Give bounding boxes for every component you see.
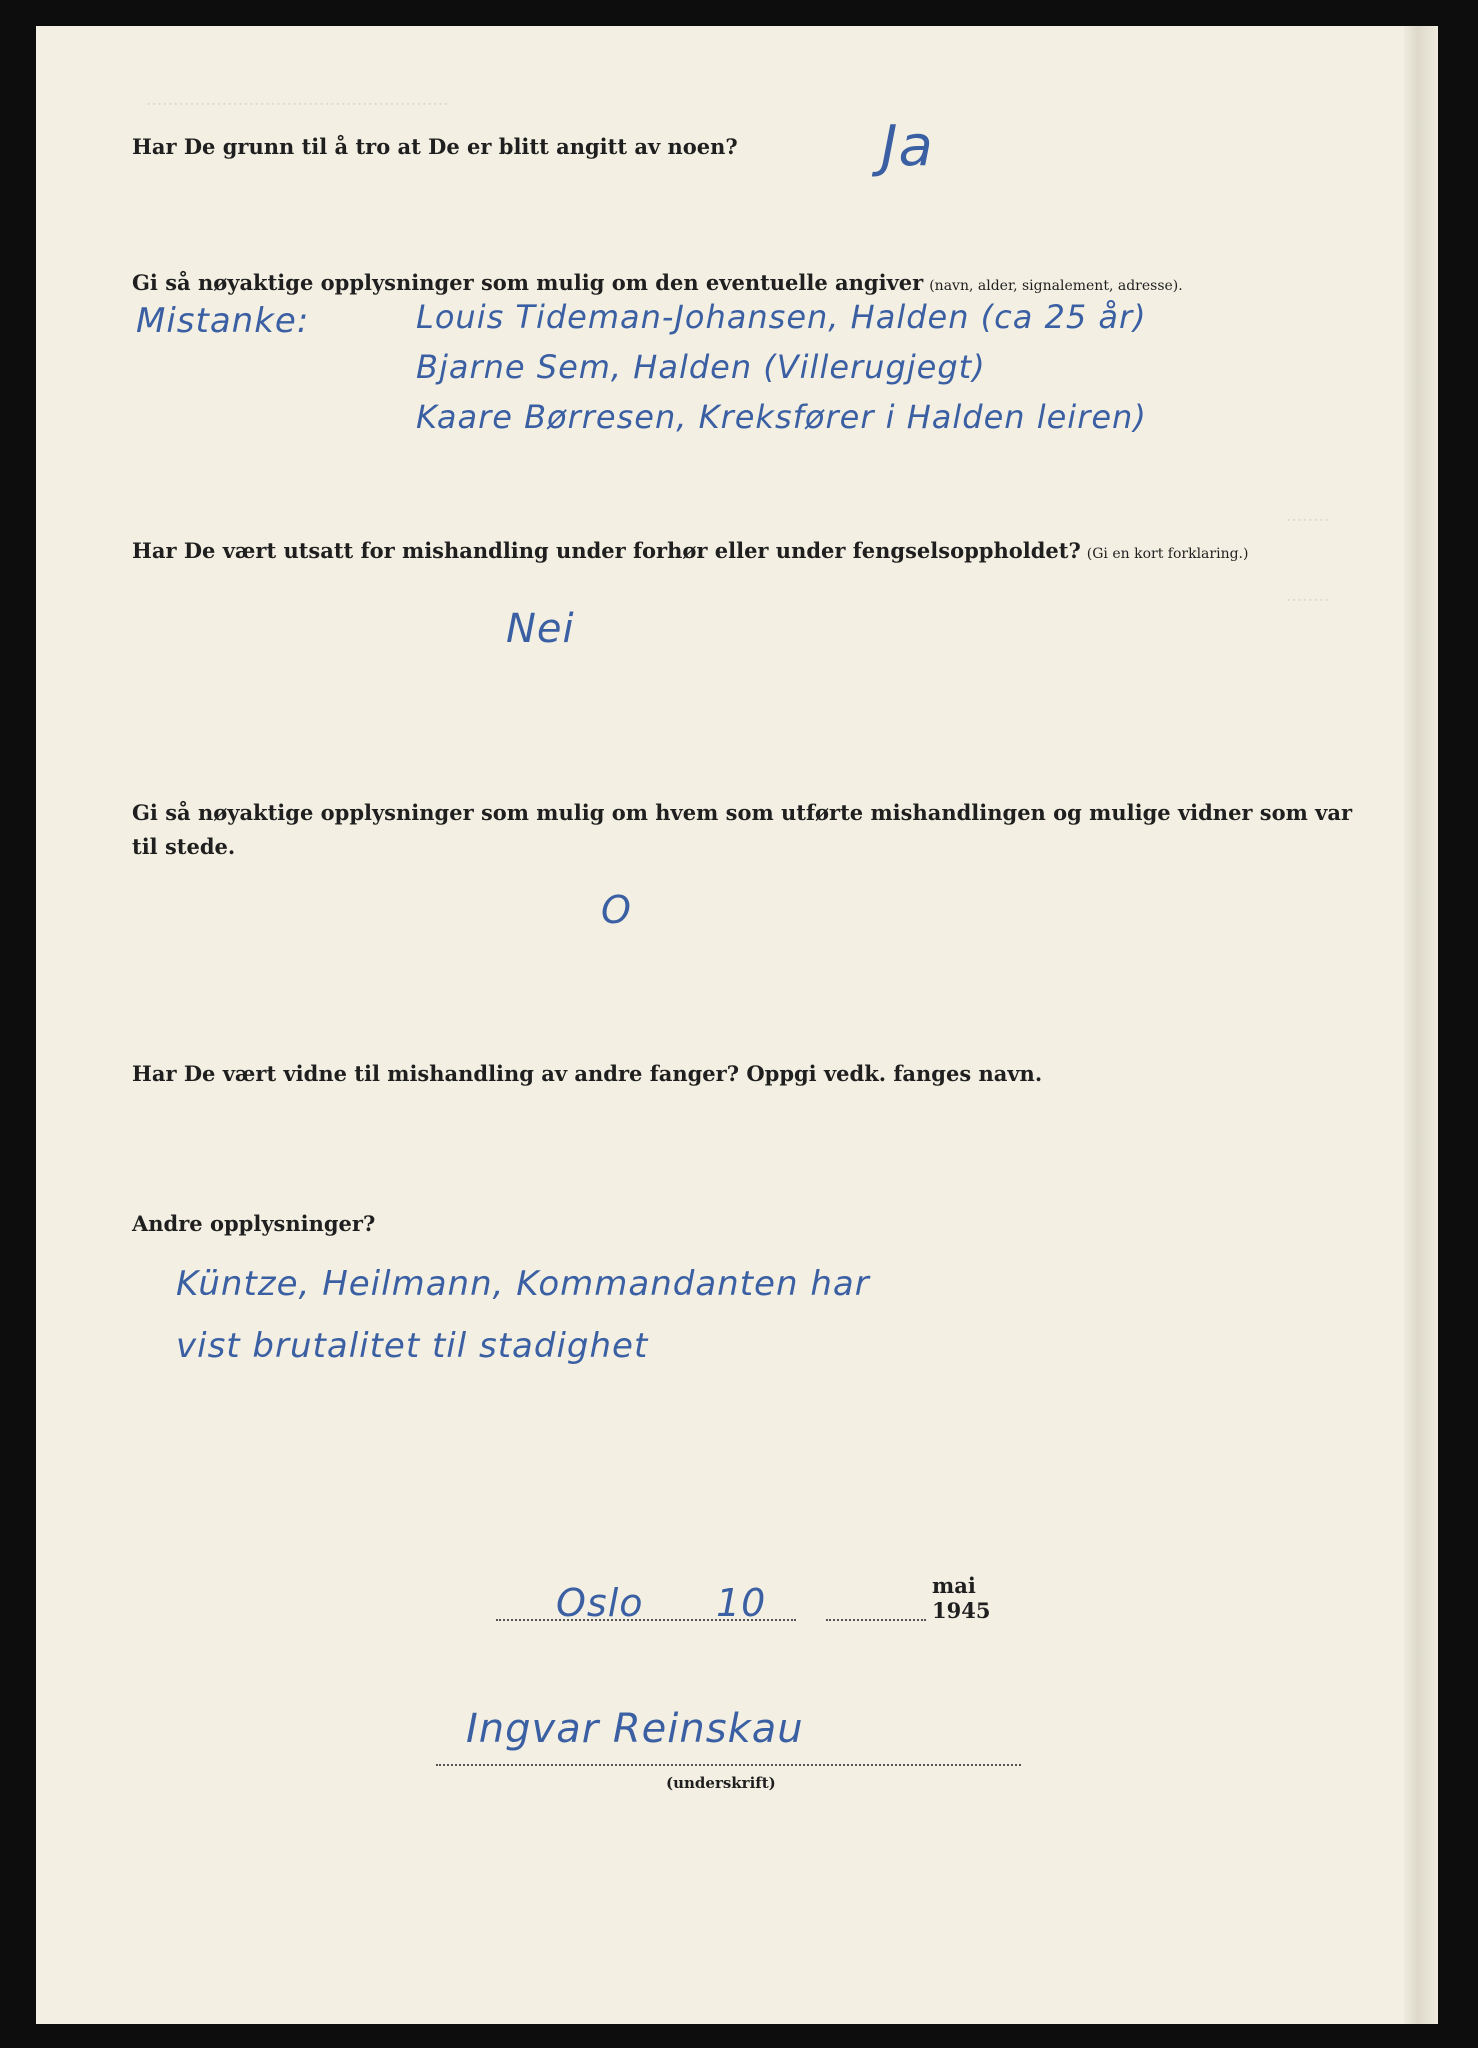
answer-angitt: Ja	[881, 114, 934, 179]
bleed-through-text: ........	[1286, 506, 1330, 526]
signature-caption: (underskrift)	[666, 1774, 776, 1792]
answer-utforte: O	[601, 888, 632, 932]
question-utforte: Gi så nøyaktige opplysninger som mulig om hvem som utførte mishandlingen og mulige vidner som var til stede.	[132, 800, 1353, 859]
date-row	[496, 1573, 1016, 1631]
question-andre: Andre opplysninger?	[132, 1211, 376, 1236]
answer-angiver-line-1: Louis Tideman-Johansen, Halden (ca 25 år)	[416, 298, 1147, 336]
date-place: Oslo	[556, 1581, 644, 1625]
question-mishandling-hint: (Gi en kort forklaring.)	[1086, 546, 1249, 562]
answer-angiver-line-2: Bjarne Sem, Halden (Villerugjegt)	[416, 348, 986, 386]
date-printed: mai 1945	[932, 1573, 991, 1623]
answer-andre-line-1: Küntze, Heilmann, Kommandanten har	[176, 1264, 870, 1304]
scanned-page	[36, 26, 1438, 2024]
question-vidne: Har De vært vidne til mishandling av andre fanger? Oppgi vedk. fanges navn.	[132, 1061, 1043, 1086]
bleed-through-text: ........................................................	[146, 90, 449, 110]
question-angiver	[132, 270, 1183, 295]
answer-mishandling: Nei	[506, 606, 575, 652]
question-angiver-hint: (navn, alder, signalement, adresse).	[929, 278, 1183, 294]
answer-angiver-line-3: Kaare Børresen, Kreksfører i Halden leiren)	[416, 398, 1147, 436]
answer-mistanke-label: Mistanke:	[136, 301, 310, 341]
date-day: 10	[716, 1581, 767, 1625]
answer-andre-line-2: vist brutalitet til stadighet	[176, 1326, 649, 1366]
signature-line	[436, 1764, 1021, 1766]
signature: Ingvar Reinskau	[466, 1706, 804, 1752]
page-fold-shadow	[1404, 26, 1438, 2024]
question-angiver-text: Gi så nøyaktige opplysninger som mulig om den eventuelle angiver	[132, 270, 924, 295]
bleed-through-text: ........	[1286, 586, 1330, 606]
question-mishandling-text: Har De vært utsatt for mishandling under forhør eller under fengselsoppholdet?	[132, 538, 1081, 563]
date-day-line	[826, 1619, 926, 1621]
question-mishandling	[132, 538, 1248, 563]
question-angitt: Har De grunn til å tro at De er blitt angitt av noen?	[132, 134, 738, 159]
